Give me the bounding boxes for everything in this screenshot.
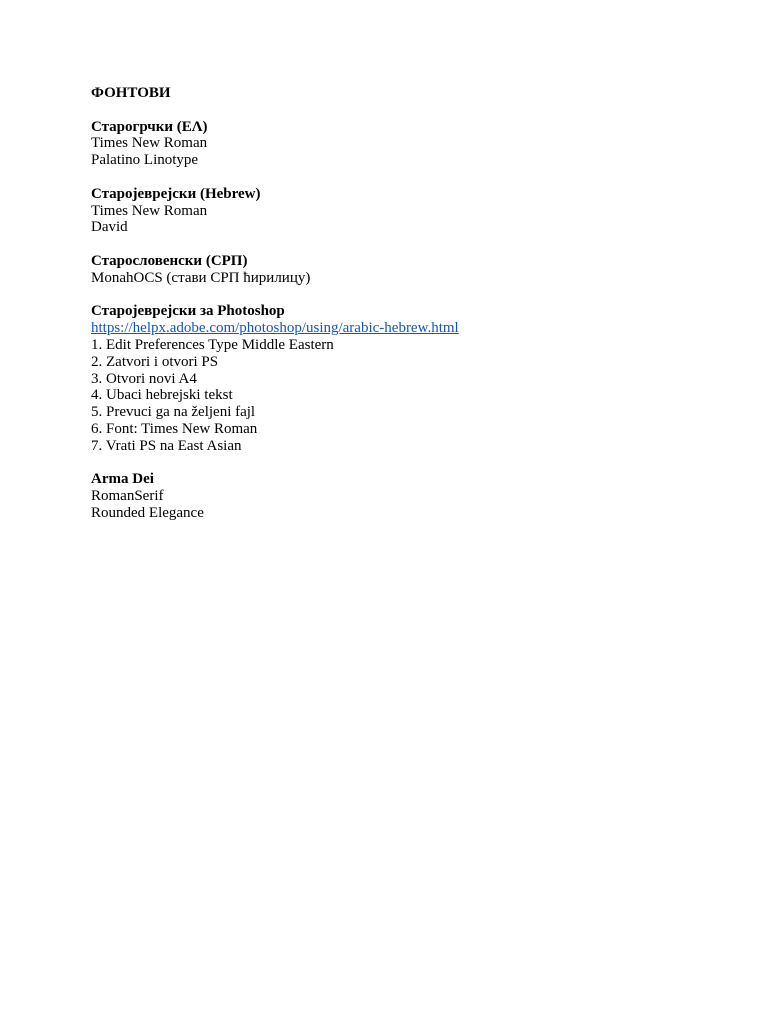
step-item: 7. Vrati PS na East Asian — [91, 437, 242, 454]
step-item: 3. Otvori novi A4 — [91, 370, 197, 387]
step-item: 2. Zatvori i otvori PS — [91, 353, 219, 370]
section-heading: Старогрчки (ΕΛ) — [91, 118, 208, 135]
adobe-help-link[interactable]: https://helpx.adobe.com/photoshop/using/arabic-hebrew.html — [91, 320, 459, 337]
font-item: David — [91, 219, 128, 236]
step-item: 1. Edit Preferences Type Middle Eastern — [91, 336, 334, 353]
font-item: Times New Roman — [91, 202, 208, 219]
spacer — [91, 287, 711, 304]
step-item: 5. Prevuci ga na željeni fajl — [91, 404, 256, 421]
section-ancient-greek — [91, 119, 711, 169]
section-heading: Старојеврејски за Photoshop — [91, 303, 285, 320]
section-heading: Arma Dei — [91, 471, 154, 488]
section-hebrew-photoshop — [91, 303, 711, 454]
spacer — [91, 102, 711, 119]
document-page — [91, 85, 711, 522]
document-title: ФОНТОВИ — [91, 85, 171, 101]
font-item: Palatino Linotype — [91, 152, 199, 169]
section-old-slavonic — [91, 253, 711, 287]
step-item: 4. Ubaci hebrejski tekst — [91, 387, 233, 404]
spacer — [91, 236, 711, 253]
section-heading: Старословенски (СРП) — [91, 252, 248, 269]
font-item: MonahOCS (стави СРП ћирилицу) — [91, 269, 311, 286]
spacer — [91, 169, 711, 186]
font-item: RomanSerif — [91, 488, 164, 505]
section-arma-dei — [91, 471, 711, 521]
section-ancient-hebrew — [91, 186, 711, 236]
font-item: Times New Roman — [91, 135, 208, 152]
font-item: Rounded Elegance — [91, 504, 204, 521]
spacer — [91, 455, 711, 472]
step-item: 6. Font: Times New Roman — [91, 420, 258, 437]
section-heading: Старојеврејски (Hebrew) — [91, 185, 261, 202]
